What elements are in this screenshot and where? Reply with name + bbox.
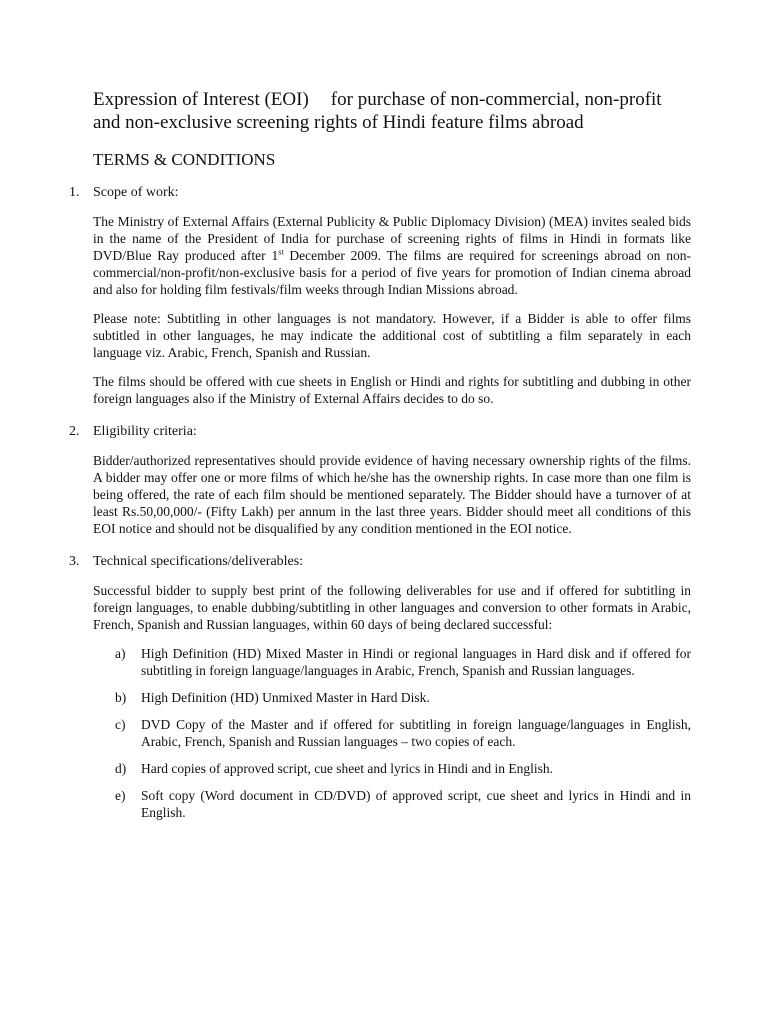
section-1-heading (69, 184, 691, 201)
scope-paragraph-1: The Ministry of External Affairs (External Publicity & Public Diplomacy Division) (MEA) invites sealed bids in the name of the President of India for purchase of screening rights of films in Hindi in formats like DVD/Blue Ray produced after 1st December 2009. The films are required for screenings abroad on non-commercial/non-profit/non-exclusive basis for a period of five years for promotion of Indian cinema abroad and also for holding film festivals/film weeks through Indian Missions abroad. (93, 214, 691, 297)
list-item: d) Hard copies of approved script, cue sheet and lyrics in Hindi and in English. (115, 761, 554, 776)
scope-paragraph-3: The films should be offered with cue sheets in English or Hindi and rights for subtitling and dubbing in other foreign languages also if the Ministry of External Affairs decides to do so. (93, 374, 691, 406)
eligibility-paragraph: Bidder/authorized representatives should provide evidence of having necessary ownership rights of the films. A bidder may offer one or more films of which he/she has the ownership rights. In case more than one film is being offered, the rate of each film should be mentioned separately. The Bidder should have a turnover of at least Rs.50,00,000/- (Fifty Lakh) per annum in the last three years. Bidder should meet all conditions of this EOI notice and should not be disqualified by any condition mentioned in the EOI notice. (93, 453, 691, 536)
section-number: 3. (69, 554, 80, 569)
section-title: Technical specifications/deliverables: (93, 554, 304, 569)
terms-heading: TERMS & CONDITIONS (93, 150, 276, 169)
section-3-heading (69, 553, 691, 570)
section-title: Scope of work: (93, 185, 179, 200)
document-page (69, 88, 691, 831)
title-part-1: Expression of Interest (EOI) (93, 89, 309, 110)
list-item: c) DVD Copy of the Master and if offered for subtitling in foreign language/languages in English, Arabic, French, Spanish and Russian languages – two copies of each. (115, 717, 691, 749)
deliverables-paragraph: Successful bidder to supply best print of the following deliverables for use and if offered for subtitling in foreign languages, to enable dubbing/subtitling in other languages and conversion to other formats in Arabic, French, Spanish and Russian languages, within 60 days of being declared successful: (93, 583, 691, 632)
list-item: e) Soft copy (Word document in CD/DVD) of approved script, cue sheet and lyrics in Hindi and in English. (115, 788, 691, 820)
list-item: b) High Definition (HD) Unmixed Master in Hard Disk. (115, 690, 430, 705)
section-title: Eligibility criteria: (93, 424, 197, 439)
deliverables-list (93, 645, 691, 821)
section-2-heading (69, 423, 691, 440)
list-item: a) High Definition (HD) Mixed Master in Hindi or regional languages in Hard disk and if offered for subtitling in foreign language/languages in Arabic, French, Spanish and Russian languages. (115, 646, 691, 678)
scope-paragraph-2: Please note: Subtitling in other languages is not mandatory. However, if a Bidder is able to offer films subtitled in other languages, he may indicate the additional cost of subtitling a film separately in each language viz. Arabic, French, Spanish and Russian. (93, 311, 691, 360)
section-number: 2. (69, 424, 80, 439)
title-part-2: for purchase of non-commercial, non-profit and non-exclusive screening rights of Hindi feature films abroad (93, 89, 662, 133)
section-number: 1. (69, 185, 80, 200)
document-title (93, 88, 691, 134)
